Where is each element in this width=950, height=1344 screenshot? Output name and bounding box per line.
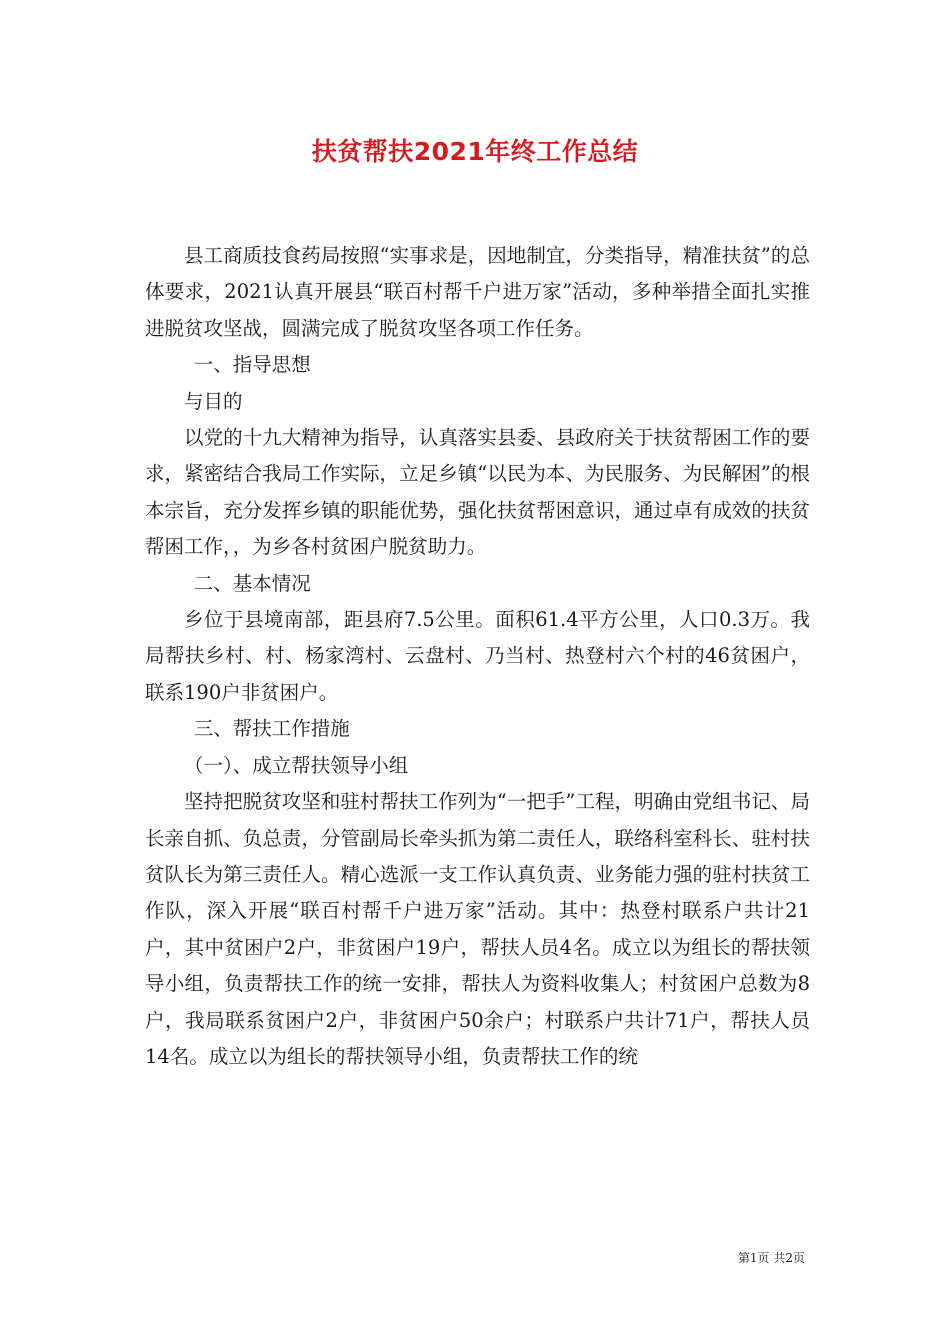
- heading-basic-situation: 二、基本情况: [193, 571, 311, 595]
- paragraph-intro: 县工商质技食药局按照“实事求是，因地制宜，分类指导，精准扶贫”的总体要求，2021认真开展县“联百村帮千户进万家”活动，多种举措全面扎实推进脱贫攻坚战，圆满完成了脱贫攻坚各项工作任务。: [145, 244, 810, 340]
- document-body: [145, 238, 810, 1075]
- heading-guiding-ideology: 一、指导思想: [193, 353, 311, 377]
- document-title: 扶贫帮扶2021年终工作总结: [311, 137, 639, 166]
- heading-purpose: 与目的: [184, 389, 243, 413]
- page-number: 第1页 共2页: [737, 1251, 805, 1265]
- paragraph-leadership: 坚持把脱贫攻坚和驻村帮扶工作列为“一把手”工程，明确由党组书记、局长亲自抓、负总责，分管副局长牵头抓为第二责任人，联络科室科长、驻村扶贫队长为第三责任人。精心选派一支工作认真负责、业务能力强的驻村扶贫工作队，深入开展“联百村帮千户进万家”活动。其中：热登村联系户共计21户，其中贫困户2户，非贫困户19户，帮扶人员4名。成立以为组长的帮扶领导小组，负责帮扶工作的统一安排，帮扶人为资料收集人；村贫困户总数为8户，我局联系贫困户2户，非贫困户50余户；村联系户共计71户，帮扶人员14名。成立以为组长的帮扶领导小组，负责帮扶工作的统: [145, 790, 810, 1068]
- heading-measures: 三、帮扶工作措施: [193, 717, 350, 741]
- paragraph-basic: 乡位于县境南部，距县府7.5公里。面积61.4平方公里，人口0.3万。我局帮扶乡村、村、杨家湾村、云盘村、乃当村、热登村六个村的46贫困户，联系190户非贫困户。: [145, 608, 810, 704]
- subheading-leadership-group: （一）、成立帮扶领导小组: [184, 753, 409, 777]
- paragraph-guiding: 以党的十九大精神为指导，认真落实县委、县政府关于扶贫帮困工作的要求，紧密结合我局工作实际，立足乡镇“以民为本、为民服务、为民解困”的根本宗旨，充分发挥乡镇的职能优势，强化扶贫帮困意识，通过卓有成效的扶贫帮困工作，，为乡各村贫困户脱贫助力。: [145, 426, 810, 559]
